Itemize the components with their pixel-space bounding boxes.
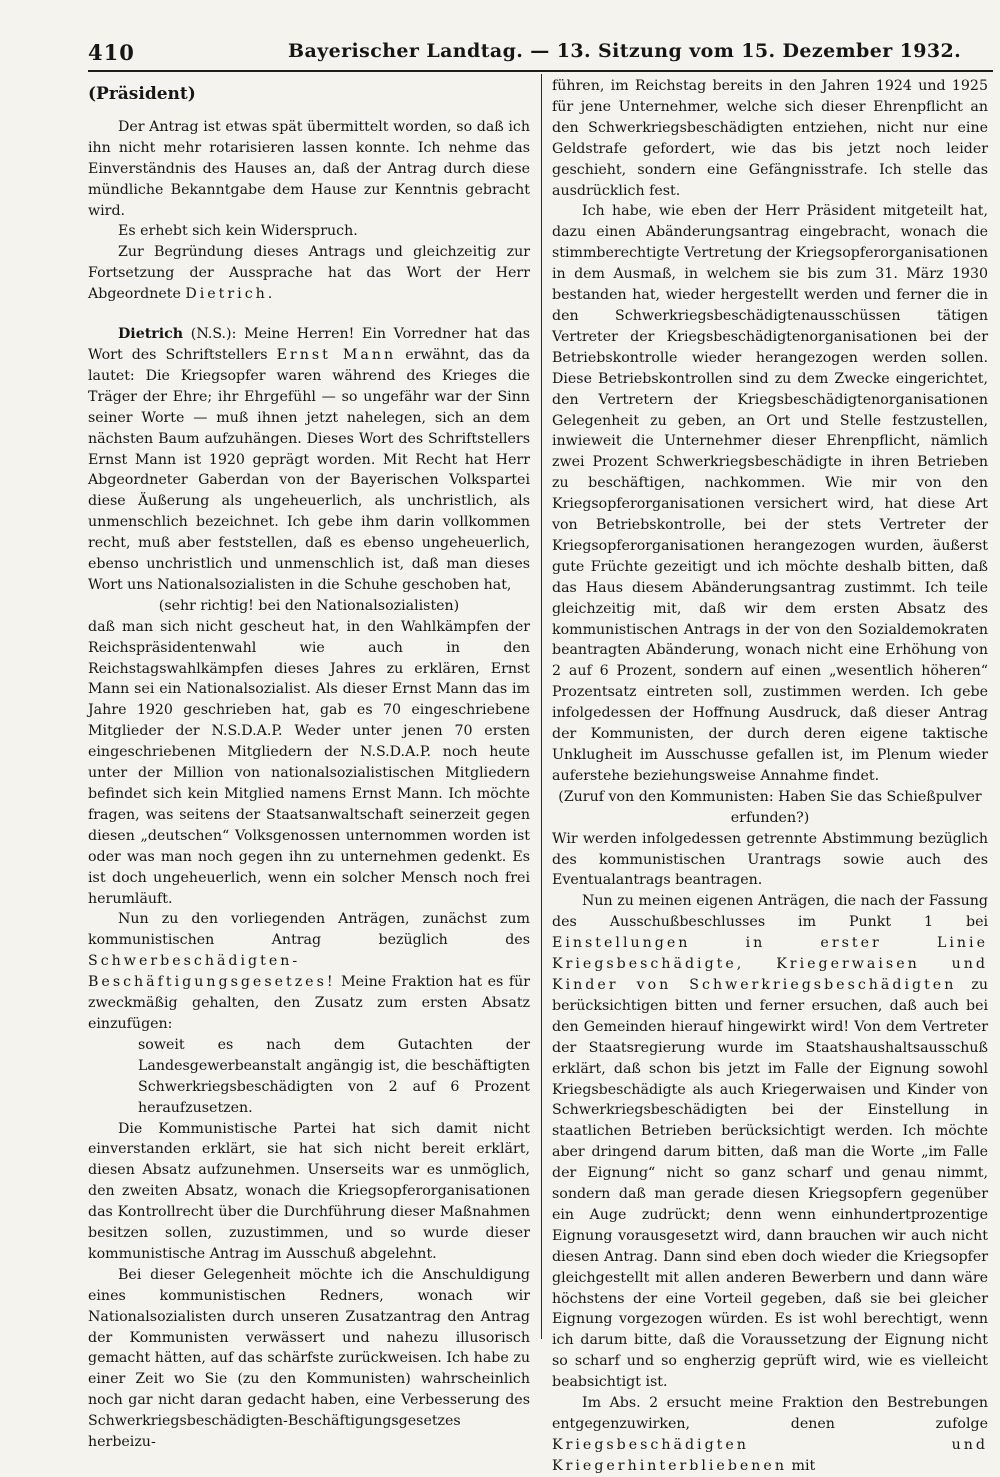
header-rule	[88, 70, 993, 72]
interjection: (Zuruf von den Kommunisten: Haben Sie das Schießpulver erfunden?)	[558, 788, 982, 826]
paragraph-text: Zur Begründung dieses Antrags und gleichzeitig zur Fortsetzung der Aussprache hat das Wort der Herr Abgeordnete	[88, 244, 530, 303]
paragraph-text: Nun zu den vorliegenden Anträgen, zunächst zum kommunistischen Antrag bezüglich des	[88, 911, 530, 949]
right-column	[552, 76, 988, 1474]
page-header	[88, 40, 983, 70]
speaker-name: Dietrich	[118, 326, 184, 343]
speech-opening	[88, 324, 530, 596]
paragraph-text: erwähnt, das da lautet: Die Kriegsopfer waren während des Krieges die Träger der Ehre; ihr Ehrgefühl — so ungefähr war der Sinn seiner Worte — muß ihnen jetzt nahelegen, sich an dem nächsten Baum aufzuhängen. Dieses Wort des Schriftstellers Ernst Mann ist 1920 geprägt worden. Mit Recht hat Herr Abgeordneter Gaberdan von der Bayerischen Volkspartei diese Äußerung als ungeheuerlich, als unchristlich, als unmenschlich bezeichnet. Ich gebe ihm darin vollkommen recht, muß aber feststellen, daß es ebenso ungeheuerlich, ebenso unchristlich und unmenschlich ist, daß man dieses Wort uns Nationalsozialisten in die Schuhe geschoben hat,	[88, 346, 530, 593]
speaker-reference: Dietrich.	[185, 286, 276, 303]
paragraph-text: Nun zu meinen eigenen Anträgen, die nach der Fassung des Ausschußbeschlusses im Punkt 1 bei	[552, 893, 988, 931]
paragraph-text: Im Abs. 2 ersucht meine Fraktion den Bestrebungen entgegenzuwirken, denen zufolge	[552, 1395, 988, 1432]
speaker-label-president: (Präsident)	[88, 84, 196, 104]
paragraph-text: Meine Fraktion hat es für zweckmäßig gehalten, den Zusatz zum ersten Absatz einzufügen:	[88, 974, 531, 1032]
page-number: 410	[88, 40, 135, 65]
paragraph	[552, 1393, 988, 1477]
paragraph	[88, 909, 530, 1034]
paragraph-text: zu berücksichtigen bitten und ferner ersuchen, daß auch bei den Gemeinden hierauf hingewirkt wird! Von dem Vertreter der Staatsregierung wurde im Staatshaushaltsausschuß erklärt, daß schon bis jetzt im Falle der Eignung sowohl Kriegsbeschädigte als auch Kriegerwaisen und Kinder von Schwerkriegsbeschädigten bei der Einstellung in staatlichen Betrieben berücksichtigt werden. Ich möchte aber dringend darum bitten, daß man die Worte „im Falle der Eignung“ nicht so ganz scharf und genau nimmt, sondern daß man gerade diesen Kriegsopfern gegenüber ein Auge zudrückt; denn wenn einhundertprozentige Eignung vorausgesetzt wird, dann brauchen wir auch nicht diesen Antrag. Dann sind eben doch wieder die Kriegsopfer gleichgestellt mit allen anderen Bewerbern und dann wäre höchstens der eine Vorteil gegeben, daß sie bei gleicher Eignung vorgezogen würden. Es ist wohl berechtigt, wenn ich darum bitte, daß die Voraussetzung der Eignung nicht so scharf und so engherzig geprüft wird, wie es vielleicht beabsichtigt ist.	[552, 976, 988, 1391]
paragraph: führen, im Reichstag bereits in den Jahren 1924 und 1925 für jene Unternehmer, welche sich dieser Ehrenpflicht an den Schwerkriegsbeschädigten entziehen, nicht nur eine Geldstrafe gefordert, wie das bis jetzt noch leider geschieht, sondern eine Gefängnisstrafe. Ich stelle das ausdrücklich fest.	[552, 78, 988, 199]
paragraph: Wir werden infolgedessen getrennte Abstimmung bezüglich des kommunistischen Urantrags sowie auch des Eventualantrags beantragen.	[552, 830, 988, 889]
quoted-amendment: soweit es nach dem Gutachten der Landesgewerbeanstalt angängig ist, die beschäftigten Schwerkriegsbeschädigten von 2 auf 6 Prozent heraufzusetzen.	[138, 1036, 530, 1116]
law-name: Schwerbeschädigten-Beschäftigungsgesetzes!	[88, 953, 336, 991]
left-column	[88, 84, 531, 1451]
column-divider	[541, 74, 542, 1339]
paragraph: daß man sich nicht gescheut hat, in den Wahlkämpfen der Reichspräsidentenwahl wie auch in den Reichstagswahlkämpfen dieses Jahres zu erklären, Ernst Mann sei ein Nationalsozialist. Als dieser Ernst Mann das im Jahre 1920 geschrieben hat, gab es 70 eingeschriebene Mitglieder der N.S.D.A.P. Weder unter jenen 70 ersten eingeschriebenen Mitgliedern der N.S.D.A.P. noch heute unter der Million von nationalsozialistischen Mitgliedern befindet sich kein Mitglied namens Ernst Mann. Ich möchte fragen, was seitens der Staatsanwaltschaft seinerzeit gegen diesen „deutschen“ Volksgenossen unternommen worden ist oder was man noch gegen ihn zu unternehmen gedenkt. Es ist doch ungeheuerlich, wenn ein solcher Mensch noch frei herumläuft.	[88, 618, 530, 907]
emphasized-text: Einstellungen in erster Linie Kriegsbeschädigte, Kriegerwaisen und Kinder von Schwerkriegsbeschädigten	[552, 935, 988, 993]
paragraph	[552, 891, 988, 1393]
paragraph: Ich habe, wie eben der Herr Präsident mitgeteilt hat, dazu einen Abänderungsantrag eingebracht, wonach die stimmberechtigte Vertretung der Kriegsopferorganisationen in dem Ausmaß, in welchem sie bis zum 31. März 1930 bestanden hat, wieder hergestellt werden und ferner die in den Schwerkriegsbeschädigtenausschüssen tätigen Vertreter der Kriegsbeschädigtenorganisationen bei der Betriebskontrolle wieder herangezogen werden sollen. Diese Betriebskontrollen sind zu dem Zwecke eingerichtet, den Vertretern der Kriegsbeschädigtenorganisationen Gelegenheit zu geben, an Ort und Stelle festzustellen, inwieweit die Unternehmer dieser Ehrenpflicht, nämlich zwei Prozent Schwerkriegsbeschädigte in ihren Betrieben zu beschäftigen, nachkommen. Wie mir von den Kriegsopferorganisationen versichert wird, hat diese Art von Betriebskontrolle, bei der stets Vertreter der Kriegsopferorganisationen herangezogen wurden, äußerst gute Früchte gezeitigt und ich möchte deshalb bitten, daß das Haus diesem Abänderungsantrag zustimmt. Ich teile gleichzeitig mit, daß wir dem ersten Absatz des kommunistischen Antrags in der von den Sozialdemokraten beantragten Abänderung, wonach nicht eine Erhöhung von 2 auf 6 Prozent, sondern auf einen „wesentlich höheren“ Prozentsatz eintreten soll, zustimmen werden. Ich gebe infolgedessen der Hoffnung Ausdruck, daß dieser Antrag der Kommunisten, der durch deren eigene taktische Unklugheit im Ausschusse gefallen ist, im Plenum wieder auferstehe beziehungsweise Annahme findet.	[552, 203, 988, 784]
section-spacer	[88, 305, 530, 324]
paragraph: Bei dieser Gelegenheit möchte ich die Anschuldigung eines kommunistischen Redners, wonach wir Nationalsozialisten durch unseren Zusatzantrag den Antrag der Kommunisten verwässert und nahezu illusorisch gemacht hätten, auf das schärfste zurückweisen. Ich habe zu einer Zeit wo Sie (zu den Kommunisten) wahrscheinlich noch gar nicht daran gedacht haben, eine Verbesserung des Schwerkriegsbeschädigten-Beschäftigungsgesetzes herbeizu-	[88, 1266, 530, 1451]
emphasized-text: Kriegsbeschädigten und Kriegerhinterbliebenen	[552, 1436, 988, 1474]
paragraph: Die Kommunistische Partei hat sich damit nicht einverstanden erklärt, sie hat sich nicht bereit erklärt, diesen Absatz aufzunehmen. Unserseits war es unmöglich, den zweiten Absatz, wonach die Kriegsopferorganisationen das Kontrollrecht über die Durchführung dieser Maßnahmen besitzen sollen, zuzustimmen, und so wurde dieser kommunistische Antrag im Ausschuß abgelehnt.	[88, 1120, 530, 1262]
paragraph: Es erhebt sich kein Widerspruch.	[118, 223, 358, 240]
paragraph: Der Antrag ist etwas spät übermittelt worden, so daß ich ihn nicht mehr rotarisieren lassen konnte. Ich nehme das Einverständnis des Hauses an, daß der Antrag durch diese mündliche Bekanntgabe dem Hause zur Kenntnis gebracht wird.	[88, 118, 530, 219]
paragraph	[88, 242, 530, 305]
speaker-party: (N.S.):	[190, 326, 237, 343]
person-name: Ernst Mann	[276, 346, 397, 363]
running-head: Bayerischer Landtag. — 13. Sitzung vom 15. Dezember 1932.	[288, 40, 962, 62]
interjection: (sehr richtig! bei den Nationalsozialisten)	[158, 597, 460, 614]
paragraph-text: Meine Herren! Ein Vorredner hat das Wort des Schriftstellers	[88, 326, 531, 363]
paragraph-text: mit	[791, 1457, 816, 1474]
